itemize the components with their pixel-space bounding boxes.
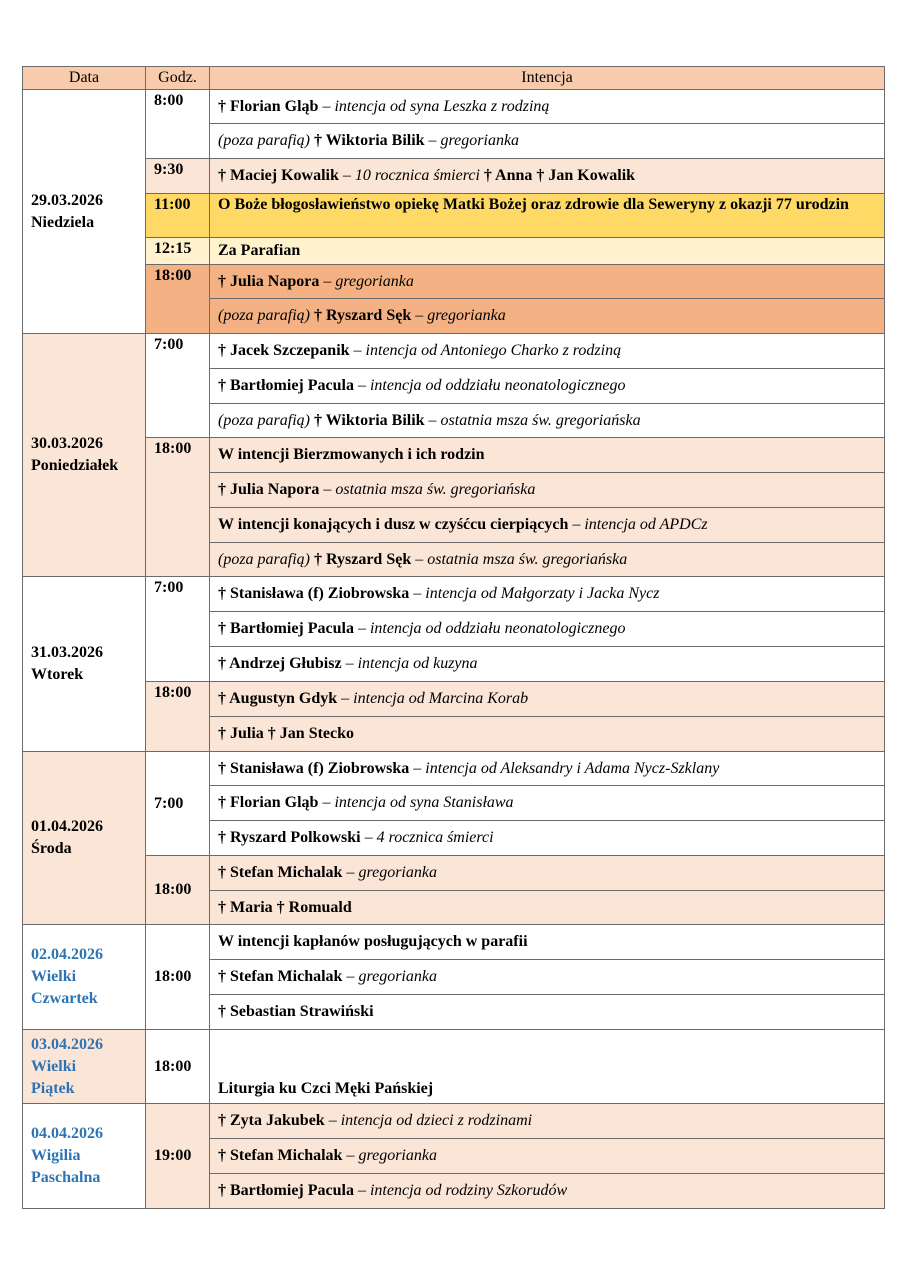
intention-row [23,925,885,960]
separator: – [411,550,428,568]
intention-cell [210,508,885,543]
intention-cell [210,334,885,369]
intention-note: intencja od oddziału neonatologicznego [369,620,626,637]
date-cell [23,1030,146,1104]
separator: – [572,516,585,533]
intention-name: † Julia Napora [218,481,320,498]
separator: – [342,968,359,985]
time-cell: 18:00 [146,682,210,752]
date-cell [23,577,146,752]
intention-name: W intencji Bierzmowanych i ich rodzin [218,446,485,463]
intention-cell [210,438,885,473]
header-date: Data [23,67,146,90]
intention-note: intencja od syna Stanisława [334,794,514,811]
intention-name: † Zyta Jakubek [218,1112,325,1129]
date-cell [23,334,146,577]
separator: – [338,167,355,184]
intention-row [23,856,885,891]
date-value: 31.03.2026 [31,644,103,661]
intention-name: † Bartłomiej Paculа [218,1182,354,1199]
intention-note: intencja od syna Leszka z rodziną [334,97,550,115]
intention-cell [210,159,885,194]
separator: – [411,307,428,324]
intention-row [23,577,885,612]
intention-name: † Wiktoria Bilik [314,411,425,429]
separator: – [353,1182,370,1199]
intention-note: intencja od oddziału neonatologicznego [369,377,626,394]
weekday-label: Wtorek [31,666,84,683]
intention-cell [210,90,885,124]
weekday-label: Środa [31,840,72,857]
intention-note: gregorianka [358,864,437,881]
intention-cell [210,682,885,717]
intention-name: † Julia Napora [218,272,320,290]
schedule-body [23,90,885,1209]
intention-name: O Boże błogosławieństwo opiekę Matki Bożej oraz zdrowie dla Seweryny z okazji 77 urodzin [218,196,849,213]
separator: – [318,794,335,811]
intention-note: intencja od rodziny Szkorudów [369,1182,568,1199]
intention-name: † Stanisława (f) Ziobrowska [218,585,410,602]
intention-row [23,194,885,238]
intention-name: † Stanisława (f) Ziobrowska [218,759,410,777]
time-cell: 18:00 [146,856,210,925]
intention-note: intencja od Małgorzaty i Jacka Nycz [425,585,660,602]
intention-note: gregorianka [335,272,414,290]
separator: – [337,690,354,707]
intention-note: (poza parafią) [218,132,310,149]
separator: – [409,585,426,602]
date-value: 04.04.2026 [31,1125,103,1142]
separator: – [353,377,370,394]
date-cell [23,752,146,925]
intention-name: † Maciej Kowalik [218,167,339,184]
intention-note: ostatnia msza św. gregoriańska [440,411,641,429]
intention-cell [210,543,885,577]
intention-name: † Stefan Michalak [218,864,343,881]
intention-cell [210,404,885,438]
intention-note: gregorianka [440,132,520,149]
intention-name: Za Parafian [218,242,301,259]
time-cell: 12:15 [146,238,210,265]
intention-name: W intencji konających i dusz w czyśćcu cierpiących [218,516,573,533]
intention-row [23,438,885,473]
time-cell: 18:00 [146,925,210,1030]
intention-note: ostatnia msza św. gregoriańska [335,481,536,498]
date-value: 01.04.2026 [31,818,103,835]
intention-note: gregorianka [427,307,506,324]
intention-note: intencja od dzieci z rodzinami [340,1112,533,1129]
separator: – [353,620,370,637]
intention-note: intencja od Antoniego Charko z rodziną [365,342,622,359]
intention-note: intencja od kuzyna [357,655,478,672]
header-intention: Intencja [210,67,885,90]
intention-row [23,752,885,786]
date-value: 03.04.2026 [31,1035,103,1053]
intention-name: † Ryszard Sęk [314,550,412,568]
separator: – [319,481,336,498]
intention-row [23,159,885,194]
separator: – [349,342,366,359]
intention-name: † Sebastian Strawiński [218,1003,374,1020]
separator: – [319,272,336,290]
intention-name: † Anna † Jan Kowalik [483,167,636,184]
intention-note: 4 rocznica śmierci [376,829,494,846]
intention-cell [210,473,885,508]
separator: – [409,759,426,777]
date-value: 29.03.2026 [31,191,103,209]
header-time: Godz. [146,67,210,90]
intention-cell [210,612,885,647]
date-cell [23,925,146,1030]
separator: – [360,829,377,846]
intention-name: † Stefan Michalak [218,968,343,985]
weekday-label: Wigilia Paschalna [31,1147,101,1186]
time-cell: 7:00 [146,752,210,856]
intention-row [23,265,885,299]
intention-name: † Ryszard Polkowski [218,829,361,846]
intention-note: ostatnia msza św. gregoriańska [427,550,628,568]
intention-name: † Andrzej Głubisz [218,655,342,672]
intention-cell [210,1104,885,1139]
intention-note: intencja od APDCz [584,516,708,533]
intention-cell [210,925,885,960]
intention-cell [210,821,885,856]
intention-name: † Stefan Michalak [218,1147,343,1164]
time-cell: 18:00 [146,265,210,334]
intention-cell [210,194,885,238]
weekday-label: Wielki Czwartek [31,968,98,1007]
weekday-label: Wielki Piątek [31,1057,77,1097]
intention-cell [210,369,885,404]
intention-note: (poza parafią) [218,307,310,324]
intention-note: (poza parafią) [218,411,310,429]
intention-row [23,1104,885,1139]
header-row [23,67,885,90]
date-cell [23,1104,146,1209]
intention-cell [210,786,885,821]
intention-name: W intencji kapłanów posługujących w parafii [218,933,528,950]
intention-cell [210,124,885,159]
intention-row [23,334,885,369]
time-cell: 18:00 [146,1030,210,1104]
weekday-label: Poniedziałek [31,457,119,474]
intention-cell [210,960,885,995]
intention-cell [210,1030,885,1104]
time-cell: 8:00 [146,90,210,159]
intention-row [23,90,885,124]
intention-row [23,682,885,717]
intention-cell [210,891,885,925]
intention-note: intencja od Marcina Korab [353,690,529,707]
time-cell: 19:00 [146,1104,210,1209]
intention-cell [210,1139,885,1174]
intention-name: † Ryszard Sęk [314,307,412,324]
time-cell: 18:00 [146,438,210,577]
separator: – [318,97,335,115]
intention-cell [210,647,885,682]
intention-cell [210,752,885,786]
intention-cell [210,299,885,334]
intention-note: gregorianka [358,968,437,985]
intention-note: 10 rocznica śmierci [354,167,480,184]
intention-name: † Bartłomiej Paculа [218,377,354,394]
intention-name: † Bartłomiej Paculа [218,620,354,637]
intention-cell [210,856,885,891]
date-cell [23,90,146,334]
time-cell: 11:00 [146,194,210,238]
separator: – [342,1147,359,1164]
separator: – [424,132,441,149]
intention-row [23,238,885,265]
mass-intentions-table [22,66,885,1209]
intention-name: † Florian Gląb [218,794,319,811]
intention-name: † Augustyn Gdyk [218,690,338,707]
intention-name: † Jacek Szczepanik [218,342,350,359]
weekday-label: Niedziela [31,213,95,231]
intention-note: intencja od Aleksandry i Adama Nycz-Szklany [425,759,720,777]
intention-name: Liturgia ku Czci Męki Pańskiej [218,1080,434,1097]
date-value: 30.03.2026 [31,435,103,452]
separator: – [341,655,358,672]
time-cell: 7:00 [146,334,210,438]
separator: – [342,864,359,881]
intention-cell [210,1174,885,1209]
time-cell: 9:30 [146,159,210,194]
intention-name: † Maria † Romuald [218,898,352,916]
intention-note: gregorianka [358,1147,437,1164]
intention-cell [210,995,885,1030]
separator: – [324,1112,341,1129]
intention-row [23,1030,885,1104]
separator: – [424,411,441,429]
intention-cell [210,265,885,299]
time-cell: 7:00 [146,577,210,682]
intention-cell [210,717,885,752]
date-value: 02.04.2026 [31,946,103,963]
intention-note: (poza parafią) [218,550,310,568]
intention-name: † Wiktoria Bilik [314,132,425,149]
intention-cell [210,238,885,265]
intention-name: † Julia † Jan Stecko [218,725,355,742]
intention-name: † Florian Gląb [218,97,319,115]
intention-cell [210,577,885,612]
